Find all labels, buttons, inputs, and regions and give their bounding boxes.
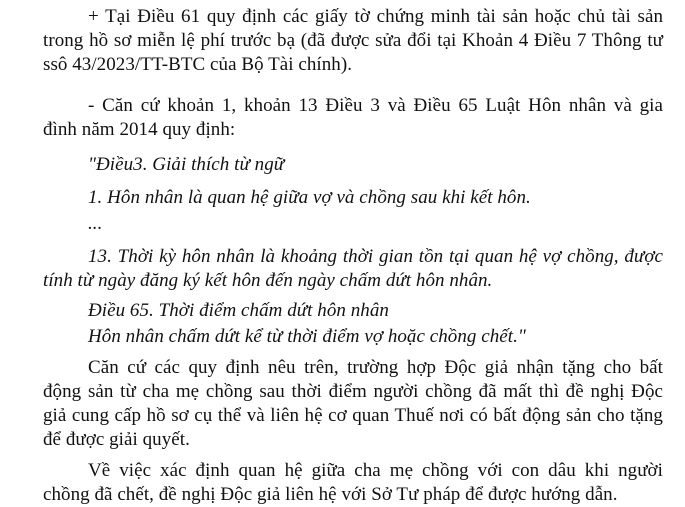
paragraph-line: đình năm 2014 quy định: <box>43 119 236 140</box>
paragraph-line: giả cung cấp hồ sơ cụ thể và liên hệ cơ quan Thuế nơi có bất động sản cho tặng <box>43 405 663 426</box>
paragraph-line: để được giải quyết. <box>43 429 190 450</box>
paragraph-line: - Căn cứ khoản 1, khoản 13 Điều 3 và Điều 65 Luật Hôn nhân và gia <box>88 95 663 116</box>
paragraph-line: động sản từ cha mẹ chồng sau thời điểm người chồng đã mất thì đề nghị Độc <box>43 381 663 402</box>
quote-ellipsis: ... <box>88 213 103 234</box>
quote-line: tính từ ngày đăng ký kết hôn đến ngày chấm dứt hôn nhân. <box>43 270 493 291</box>
paragraph-line: ssô 43/2023/TT-BTC của Bộ Tài chính). <box>43 54 352 75</box>
quote-heading: Điều 65. Thời điểm chấm dứt hôn nhân <box>88 300 389 321</box>
paragraph-line: + Tại Điều 61 quy định các giấy tờ chứng minh tài sản hoặc chủ tài sản <box>88 6 663 27</box>
quote-line: 1. Hôn nhân là quan hệ giữa vợ và chồng sau khi kết hôn. <box>88 187 531 208</box>
paragraph-line: trong hồ sơ miễn lệ phí trước bạ (đã được sửa đổi tại Khoản 4 Điều 7 Thông tư <box>43 30 663 51</box>
paragraph-line: Căn cứ các quy định nêu trên, trường hợp Độc giả nhận tặng cho bất <box>88 357 663 378</box>
paragraph-line: Về việc xác định quan hệ giữa cha mẹ chồng với con dâu khi người <box>88 460 663 481</box>
quote-line: 13. Thời kỳ hôn nhân là khoảng thời gian tồn tại quan hệ vợ chồng, được <box>88 246 663 267</box>
quote-line: Hôn nhân chấm dứt kể từ thời điểm vợ hoặc chồng chết." <box>88 326 526 347</box>
quote-heading: "Điều3. Giải thích từ ngữ <box>88 154 285 175</box>
paragraph-line: chồng đã chết, đề nghị Độc giả liên hệ với Sở Tư pháp để được hướng dẫn. <box>43 484 618 505</box>
